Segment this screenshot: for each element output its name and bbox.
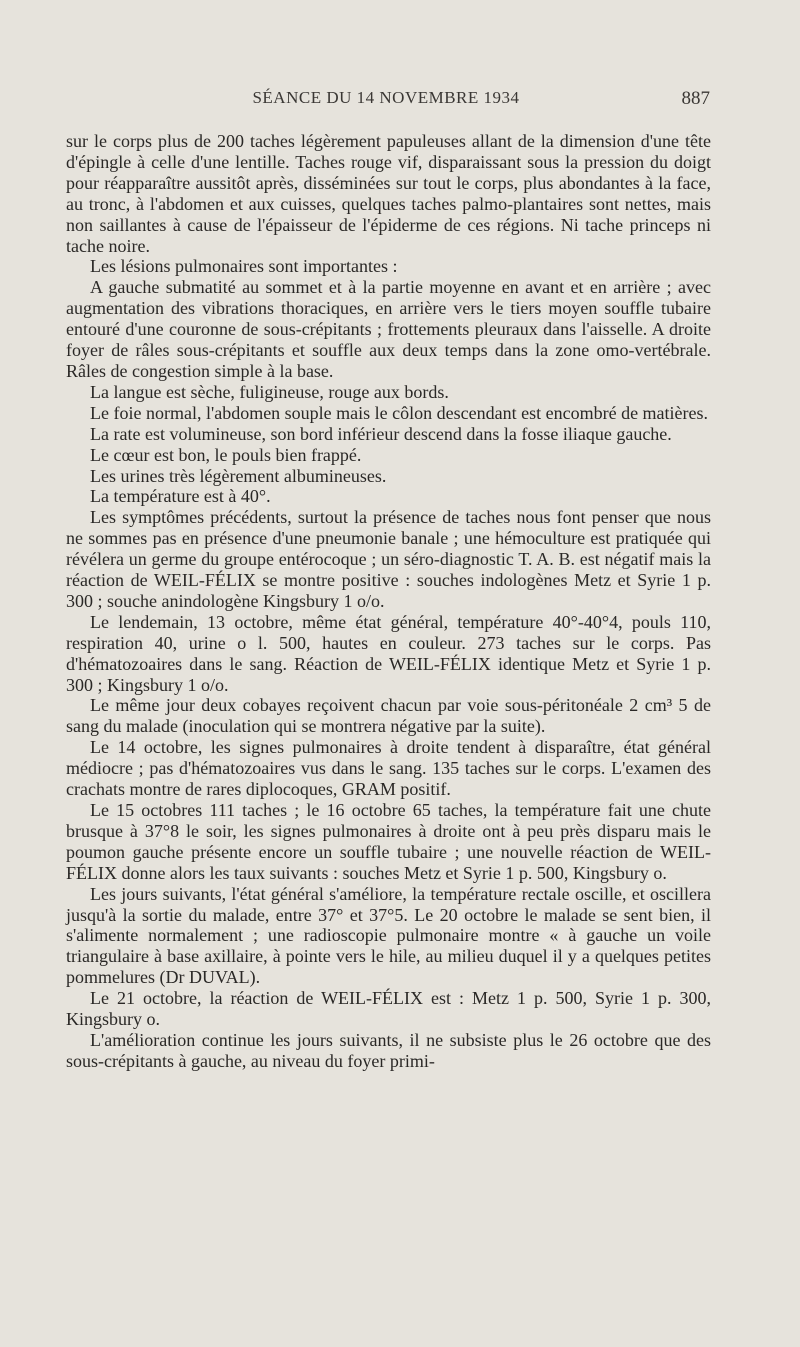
paragraph: A gauche submatité au sommet et à la partie moyenne en avant et en arrière ; avec augmentation des vibrations thoraciques, en arrière vers le tiers moyen souffle tubaire entouré d'une couronne de sous-crépitants ; frottements pleuraux dans l'aisselle. A droite foyer de râles sous-crépitants et souffle aux deux temps dans la zone omo-vertébrale. Râles de congestion simple à la base. xyxy=(66,277,711,381)
paragraph: La rate est volumineuse, son bord inférieur descend dans la fosse iliaque gauche. xyxy=(90,423,672,444)
paragraph: Le 14 octobre, les signes pulmonaires à droite tendent à disparaître, état général médiocre ; pas d'hématozoaires vus dans le sang. 135 taches sur le corps. L'examen des crachats montre de rares diplocoques, GRAM positif. xyxy=(66,737,711,800)
paragraph: Le foie normal, l'abdomen souple mais le côlon descendant est encombré de matières. xyxy=(90,402,709,423)
paragraph: Le 15 octobres 111 taches ; le 16 octobre 65 taches, la température fait une chute brusque à 37°8 le soir, les signes pulmonaires à droite ont à peu près disparu mais le poumon gauche présente encore un souffle tubaire ; une nouvelle réaction de WEIL-FÉLIX donne alors les taux suivants : souches Metz et Syrie 1 p. 500, Kingsbury o. xyxy=(66,800,711,883)
paragraph: Les lésions pulmonaires sont importantes : xyxy=(90,256,398,277)
paragraph: Le cœur est bon, le pouls bien frappé. xyxy=(90,444,362,465)
paragraph: Le 21 octobre, la réaction de WEIL-FÉLIX est : Metz 1 p. 500, Syrie 1 p. 300, Kingsbury o. xyxy=(66,988,711,1030)
page-number: 887 xyxy=(681,88,710,109)
paragraph: Les urines très légèrement albumineuses. xyxy=(90,465,387,486)
paragraph: sur le corps plus de 200 taches légèrement papuleuses allant de la dimension d'une tête d'épingle à celle d'une lentille. Taches rouge vif, disparaissant sous la pression du doigt pour réapparaître aussitôt après, disséminées sur tout le corps, plus abondantes à la face, au tronc, à l'abdomen et aux cuisses, quelques taches palmo-plantaires sont nettes, mais non saillantes à cause de l'épaisseur de l'épiderme de ces régions. Ni tache princeps ni tache noire. xyxy=(66,131,711,256)
paragraph: L'amélioration continue les jours suivants, il ne subsiste plus le 26 octobre que des sous-crépitants à gauche, au niveau du foyer primi- xyxy=(66,1029,711,1071)
paragraph: La langue est sèche, fuligineuse, rouge aux bords. xyxy=(90,381,449,402)
paragraph: Le même jour deux cobayes reçoivent chacun par voie sous-péritonéale 2 cm³ 5 de sang du malade (inoculation qui se montrera négative par la suite). xyxy=(66,695,711,737)
page-header xyxy=(62,88,710,114)
paragraph: Les symptômes précédents, surtout la présence de taches nous font penser que nous ne sommes pas en présence d'une pneumonie banale ; une hémoculture est pratiquée qui révélera un germe du groupe entérocoque ; un séro-diagnostic T. A. B. est négatif mais la réaction de WEIL-FÉLIX se montre positive : souches indologènes Metz et Syrie 1 p. 300 ; souche anindologène Kingsbury 1 o/o. xyxy=(66,507,711,611)
running-head: SÉANCE DU 14 NOVEMBRE 1934 xyxy=(252,88,520,107)
body-text xyxy=(66,131,711,1072)
paragraph: Le lendemain, 13 octobre, même état général, température 40°-40°4, pouls 110, respiration 40, urine o l. 500, hautes en couleur. 273 taches sur le corps. Pas d'hématozoaires dans le sang. Réaction de WEIL-FÉLIX identique Metz et Syrie 1 p. 300 ; Kingsbury 1 o/o. xyxy=(66,611,711,695)
paragraph: Les jours suivants, l'état général s'améliore, la température rectale oscille, et oscillera jusqu'à la sortie du malade, entre 37° et 37°5. Le 20 octobre le malade se sent bien, il s'alimente normalement ; une radioscopie pulmonaire montre « à gauche un voile triangulaire à base axillaire, à pointe vers le hile, au milieu duquel il y a quelques petites pommelures (Dr DUVAL). xyxy=(66,883,711,988)
paragraph: La température est à 40°. xyxy=(90,486,271,507)
